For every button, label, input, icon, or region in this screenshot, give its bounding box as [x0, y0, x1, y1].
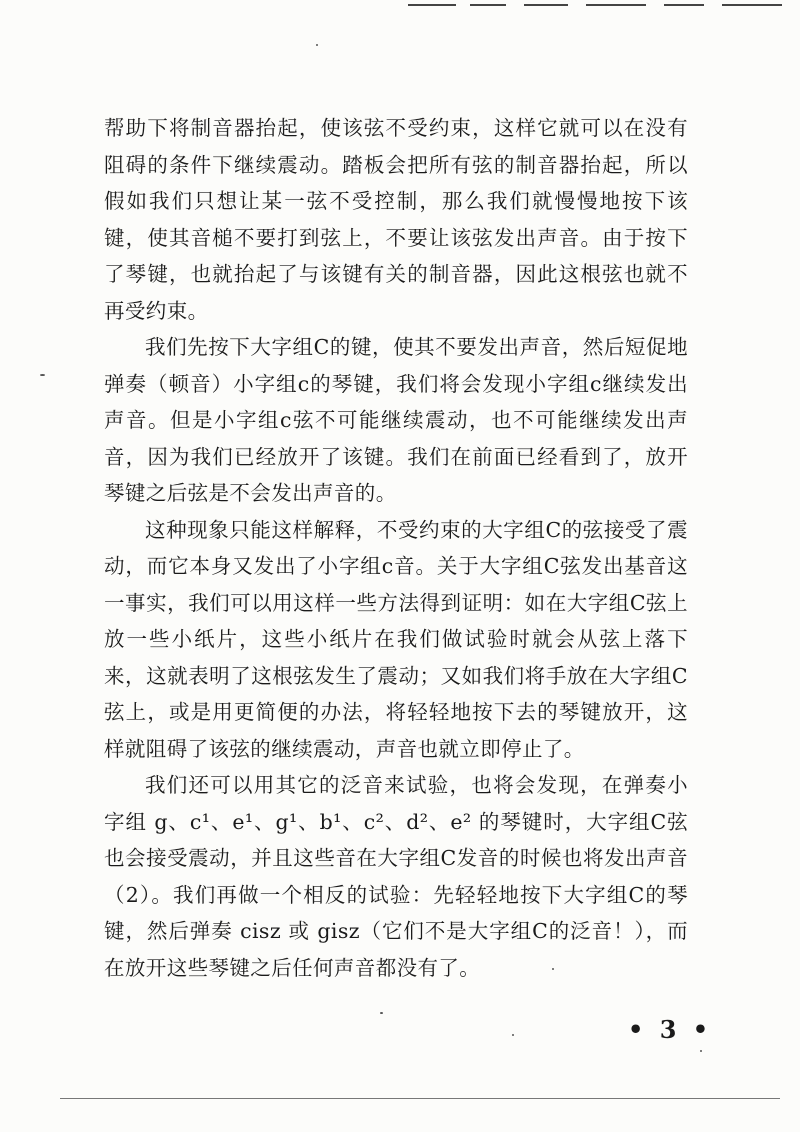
scan-speck: [380, 1012, 383, 1014]
paragraph-1: 帮助下将制音器抬起，使该弦不受约束，这样它就可以在没有阻碍的条件下继续震动。踏板会把所有弦的制音器抬起，所以假如我们只想让某一弦不受控制，那么我们就慢慢地按下该键，使其音槌不要打到弦上，不要让该弦发出声音。由于按下了琴键，也就抬起了与该键有关的制音器，因此这根弦也就不再受约束。: [104, 116, 688, 323]
scan-speck: [700, 1050, 702, 1052]
paragraph-4: 我们还可以用其它的泛音来试验，也将会发现，在弹奏小字组 g、c¹、e¹、g¹、b¹、c²、d²、e² 的琴键时，大字组C弦也会接受震动，并且这些音在大字组C发音的时候也将发出声音（2）。我们再做一个相反的试验：先轻轻地按下大字组C的琴键，然后弹奏 cisz 或 gisz（它们不是大字组C的泛音！），而在放开这些琴键之后任何声音都没有了。: [104, 773, 688, 980]
top-rule: [664, 4, 704, 6]
paragraph-3: 这种现象只能这样解释，不受约束的大字组C的弦接受了震动，而它本身又发出了小字组c音。关于大字组C弦发出基音这一事实，我们可以用这样一些方法得到证明：如在大字组C弦上放一些小纸片，这些小纸片在我们做试验时就会从弦上落下来，这就表明了这根弦发生了震动；又如我们将手放在大字组C弦上，或是用更简便的办法，将轻轻地按下去的琴键放开，这样就阻碍了该弦的继续震动，声音也就立即停止了。: [104, 517, 688, 761]
scan-speck: [552, 968, 554, 970]
scan-speck: [512, 1034, 514, 1036]
scan-speck: [316, 44, 318, 46]
top-rule: [524, 4, 568, 6]
top-rule: [586, 4, 646, 6]
top-rule: [722, 4, 782, 6]
top-rule: [470, 4, 506, 6]
paragraph-2: 我们先按下大字组C的键，使其不要发出声音，然后短促地弹奏（顿音）小字组c的琴键，我们将会发现小字组c继续发出声音。但是小字组c弦不可能继续震动，也不可能继续发出声音，因为我们已经放开了该键。我们在前面已经看到了，放开琴键之后弦是不会发出声音的。: [104, 335, 688, 505]
bottom-rule: [60, 1098, 780, 1099]
page-number: • 3 •: [628, 1015, 713, 1044]
document-body: [104, 110, 688, 986]
scan-speck: [40, 374, 45, 376]
top-rule: [408, 4, 456, 6]
